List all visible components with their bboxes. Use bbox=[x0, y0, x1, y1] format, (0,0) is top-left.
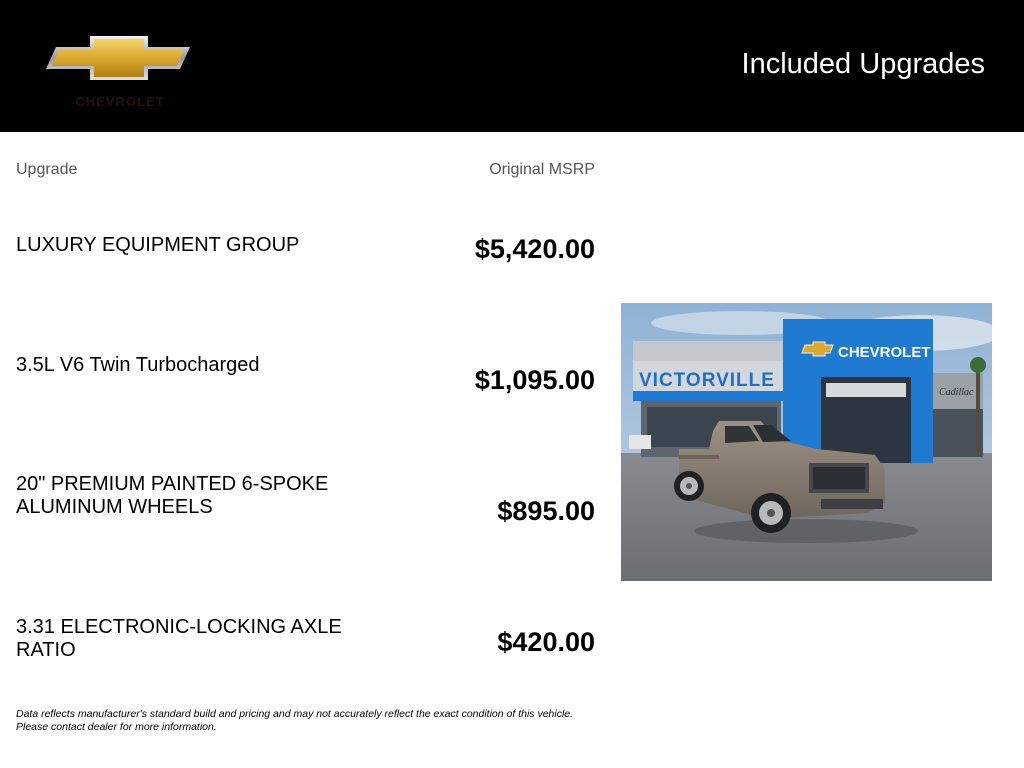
disclaimer-line: Please contact dealer for more information. bbox=[16, 720, 217, 733]
brand-wordmark: CHEVROLET bbox=[75, 94, 165, 109]
upgrade-name: 20" PREMIUM PAINTED 6-SPOKE ALUMINUM WHEELS bbox=[16, 473, 329, 518]
secondary-sign: Cadillac bbox=[939, 387, 974, 398]
upgrade-price: $1,095.00 bbox=[474, 365, 595, 395]
upgrade-price: $420.00 bbox=[497, 627, 595, 657]
upgrade-price: $5,420.00 bbox=[474, 234, 595, 264]
page-title: Included Upgrades bbox=[741, 48, 985, 80]
dealer-sign: VICTORVILLE bbox=[639, 370, 775, 391]
dealership-truck-image bbox=[621, 303, 992, 581]
header-bar bbox=[0, 0, 1024, 132]
upgrade-name: LUXURY EQUIPMENT GROUP bbox=[16, 234, 300, 256]
upgrade-name: 3.5L V6 Twin Turbocharged bbox=[16, 354, 260, 376]
upgrade-column-header: Upgrade bbox=[16, 161, 78, 178]
upgrade-name: 3.31 ELECTRONIC-LOCKING AXLE RATIO bbox=[16, 616, 342, 661]
msrp-column-header: Original MSRP bbox=[489, 161, 595, 178]
disclaimer-line: Data reflects manufacturer's standard build and pricing and may not accurately reflect the exact condition of this vehicle. bbox=[16, 708, 574, 720]
upgrade-price: $895.00 bbox=[497, 496, 595, 526]
brand-sign: CHEVROLET bbox=[838, 344, 931, 361]
vehicle-photo bbox=[621, 303, 992, 581]
disclaimer bbox=[16, 708, 616, 733]
